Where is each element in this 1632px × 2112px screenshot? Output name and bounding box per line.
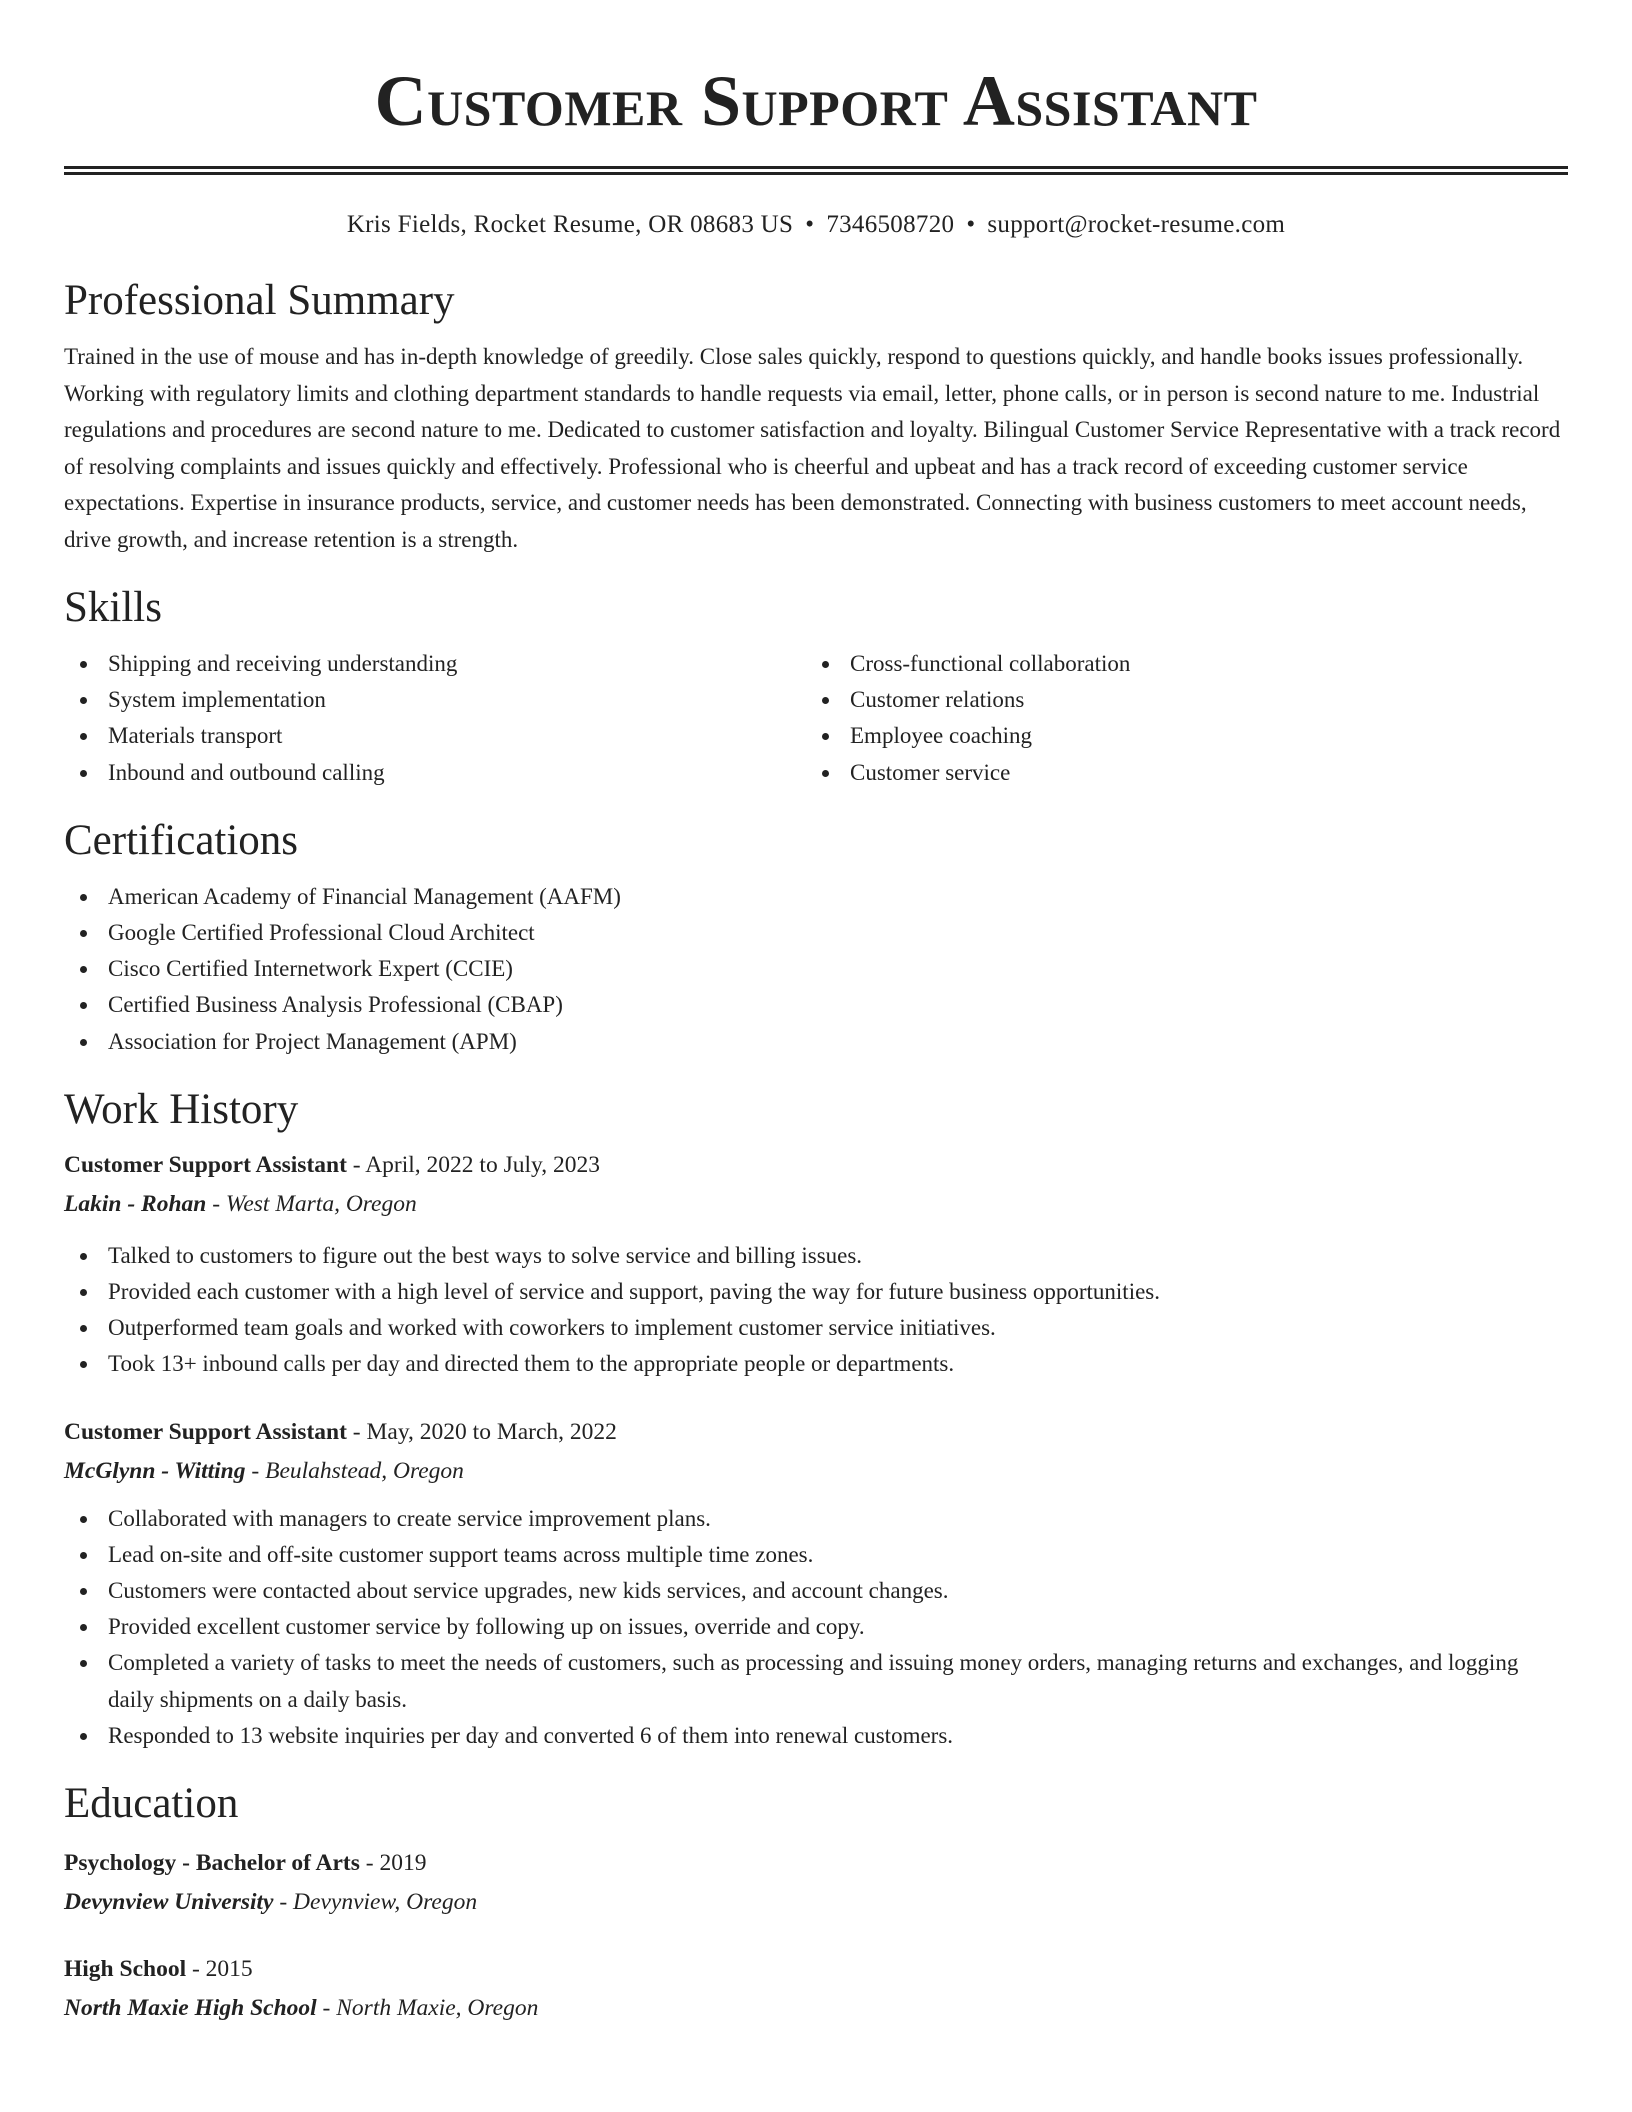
job-title-line — [64, 1413, 1568, 1451]
education-degree: Psychology - Bachelor of Arts — [64, 1850, 360, 1877]
skill-item: Materials transport — [64, 718, 806, 754]
job-company-line — [64, 1184, 1568, 1224]
certification-item: Cisco Certified Internetwork Expert (CCIE) — [64, 951, 1568, 987]
job-bullet: Took 13+ inbound calls per day and directed them to the appropriate people or departments. — [64, 1346, 1568, 1382]
job-entry — [64, 1146, 1568, 1383]
summary-text: Trained in the use of mouse and has in-depth knowledge of greedily. Close sales quickly, respond to questions quickly, and handle books issues professionally. Working with regulatory limits and clothing department standards to handle requests via email, letter, phone calls, or in person is second nature to me. Industrial regulations and procedures are second nature to me. Dedicated to customer satisfaction and loyalty. Bilingual Customer Service Representative with a track record of resolving complaints and issues quickly and effectively. Professional who is cheerful and upbeat and has a track record of exceeding customer service expectations. Expertise in insurance products, service, and customer needs has been demonstrated. Connecting with business customers to meet account needs, drive growth, and increase retention is a strength. — [64, 344, 1561, 552]
work-history-heading: Work History — [64, 1085, 299, 1133]
contact-separator: • — [966, 211, 976, 238]
summary-heading: Professional Summary — [64, 277, 455, 324]
education-location: - North Maxie, Oregon — [316, 1995, 539, 2022]
job-bullet: Responded to 13 website inquiries per day and converted 6 of them into renewal customers. — [64, 1718, 1568, 1754]
job-bullets — [64, 1238, 1568, 1383]
education-heading: Education — [64, 1780, 239, 1828]
certification-item: American Academy of Financial Management (AAFM) — [64, 879, 1568, 915]
education-school-line — [64, 1882, 1568, 1922]
certifications-list — [64, 879, 1568, 1060]
job-bullet: Collaborated with managers to create service improvement plans. — [64, 1501, 1568, 1537]
certification-item: Certified Business Analysis Professional (CBAP) — [64, 987, 1568, 1023]
skill-item: Customer relations — [806, 682, 1568, 718]
education-year: - 2015 — [186, 1956, 253, 1983]
education-entry — [64, 1844, 1568, 1922]
skill-item: System implementation — [64, 682, 806, 718]
job-title-line — [64, 1146, 1568, 1184]
job-title: Customer Support Assistant — [64, 1418, 347, 1445]
job-dates: - April, 2022 to July, 2023 — [346, 1151, 600, 1178]
job-bullet: Completed a variety of tasks to meet the needs of customers, such as processing and issuing money orders, managing returns and exchanges, and logging daily shipments on a daily basis. — [64, 1645, 1568, 1717]
education-degree-line — [64, 1950, 1568, 1988]
skill-item: Inbound and outbound calling — [64, 755, 806, 791]
job-dates: - May, 2020 to March, 2022 — [346, 1418, 617, 1445]
job-bullet: Customers were contacted about service upgrades, new kids services, and account changes. — [64, 1573, 1568, 1609]
contact-separator: • — [805, 211, 815, 238]
contact-address: Kris Fields, Rocket Resume, OR 08683 US — [346, 211, 794, 238]
education-year: - 2019 — [359, 1850, 427, 1877]
education-school: Devynview University — [64, 1889, 274, 1916]
job-entry — [64, 1413, 1568, 1754]
education-school: North Maxie High School — [64, 1995, 317, 2022]
contact-email: support@rocket-resume.com — [987, 211, 1286, 238]
skill-item: Cross-functional collaboration — [806, 646, 1568, 682]
job-bullet: Provided excellent customer service by following up on issues, override and copy. — [64, 1609, 1568, 1645]
certification-item: Google Certified Professional Cloud Architect — [64, 915, 1568, 951]
job-location: - West Marta, Oregon — [206, 1190, 417, 1217]
skills-heading: Skills — [64, 584, 162, 631]
skills-column-right — [806, 646, 1568, 791]
education-degree-line — [64, 1844, 1568, 1882]
job-company-line — [64, 1451, 1568, 1491]
job-bullets — [64, 1501, 1568, 1754]
education-location: - Devynview, Oregon — [273, 1889, 478, 1916]
certifications-heading: Certifications — [64, 816, 299, 864]
education-entry — [64, 1950, 1568, 2028]
contact-line — [64, 209, 1568, 241]
job-company: McGlynn - Witting — [64, 1457, 246, 1484]
education-school-line — [64, 1988, 1568, 2028]
title-divider — [64, 166, 1568, 175]
skill-item: Shipping and receiving understanding — [64, 646, 806, 682]
skills-column-left — [64, 646, 806, 791]
skill-item: Customer service — [806, 755, 1568, 791]
skills-list — [64, 646, 1568, 791]
contact-phone: 7346508720 — [826, 211, 955, 238]
job-bullet: Provided each customer with a high level of service and support, paving the way for future business opportunities. — [64, 1274, 1568, 1310]
certification-item: Association for Project Management (APM) — [64, 1024, 1568, 1060]
job-location: - Beulahstead, Oregon — [245, 1457, 464, 1484]
job-title: Customer Support Assistant — [64, 1151, 347, 1178]
job-bullet: Outperformed team goals and worked with coworkers to implement customer service initiatives. — [64, 1310, 1568, 1346]
job-bullet: Lead on-site and off-site customer support teams across multiple time zones. — [64, 1537, 1568, 1573]
education-degree: High School — [64, 1956, 187, 1983]
job-company: Lakin - Rohan — [64, 1190, 207, 1217]
job-bullet: Talked to customers to figure out the best ways to solve service and billing issues. — [64, 1238, 1568, 1274]
resume-title: Customer Support Assistant — [374, 61, 1258, 141]
skill-item: Employee coaching — [806, 718, 1568, 754]
